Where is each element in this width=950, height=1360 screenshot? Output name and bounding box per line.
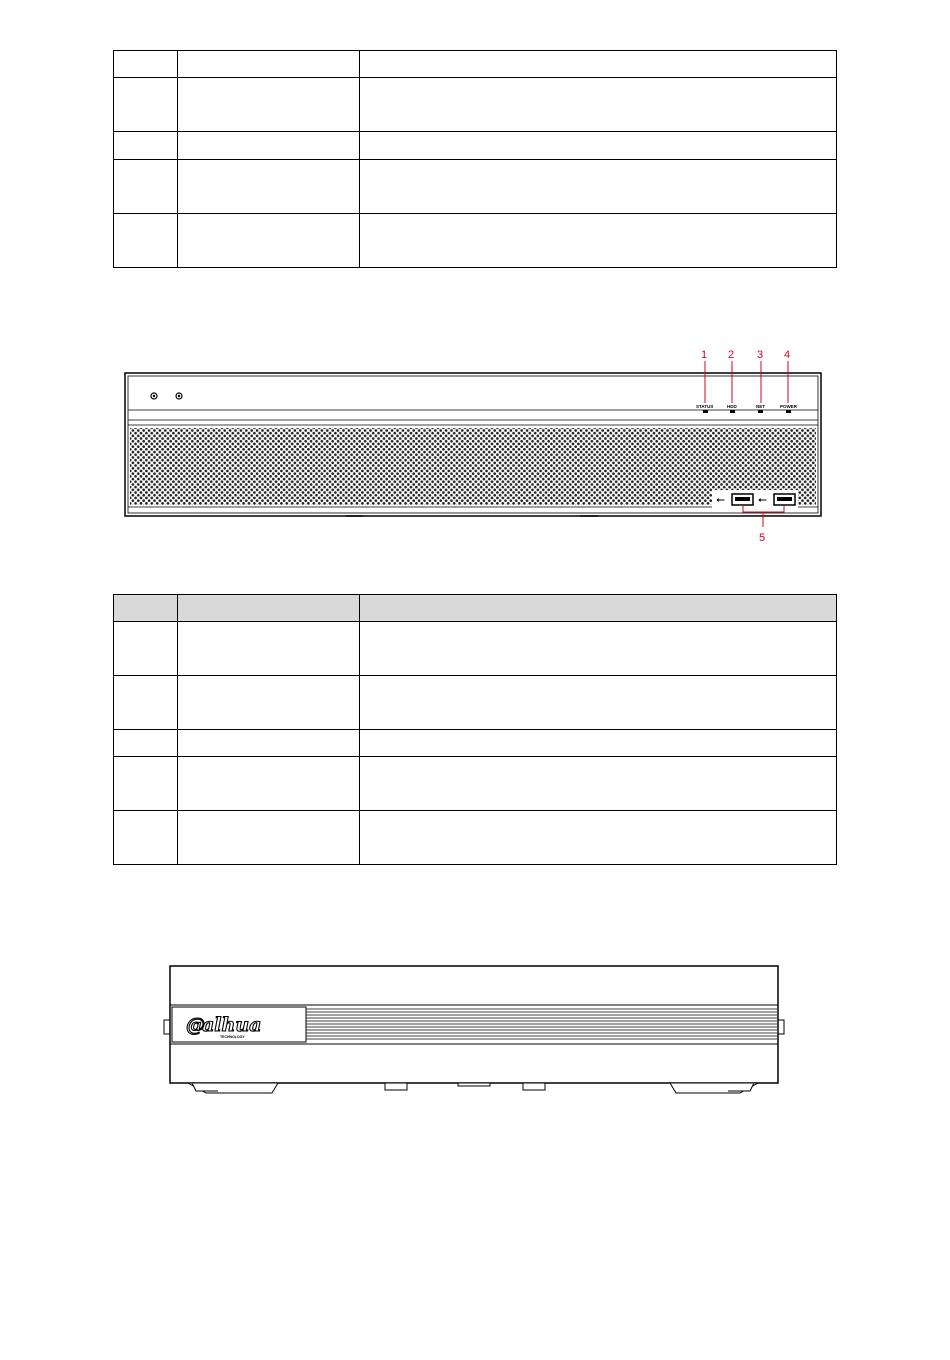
table-cell (360, 622, 837, 676)
table-cell (178, 214, 360, 268)
table-cell (178, 132, 360, 160)
table-header-cell (114, 595, 178, 622)
callout-number: 3 (757, 349, 764, 361)
table-row (114, 676, 837, 730)
table-header-row (114, 595, 837, 622)
table-cell (178, 622, 360, 676)
led-label: HDD (727, 404, 737, 409)
table-cell (360, 676, 837, 730)
table-cell (114, 730, 178, 757)
table-cell (178, 811, 360, 865)
table-cell (178, 730, 360, 757)
table-row (114, 51, 837, 78)
table-cell (360, 51, 837, 78)
table-cell (114, 676, 178, 730)
led-label: POWER (780, 404, 798, 409)
table-header-cell (178, 595, 360, 622)
usb-icon: ⭠ (758, 493, 767, 506)
table-cell (114, 160, 178, 214)
spec-table-2 (113, 594, 837, 865)
table-cell (178, 676, 360, 730)
led-label: STATUS (696, 404, 714, 409)
table-row (114, 214, 837, 268)
front-panel-figure (118, 340, 830, 550)
usb-icon: ⭠ (716, 493, 725, 506)
table-cell (178, 757, 360, 811)
table-row (114, 730, 837, 757)
table-cell (114, 78, 178, 132)
callout-number: 1 (701, 349, 708, 361)
table-row (114, 160, 837, 214)
table-row (114, 811, 837, 865)
spec-table-1 (113, 50, 837, 268)
table-row (114, 757, 837, 811)
table-cell (178, 160, 360, 214)
callout-number: 2 (728, 349, 735, 361)
table-cell (360, 132, 837, 160)
table-cell (114, 811, 178, 865)
table-cell (178, 51, 360, 78)
table-cell (360, 757, 837, 811)
svg-text:alhua: alhua (202, 1014, 262, 1036)
table-cell (360, 730, 837, 757)
callout-number: 5 (759, 532, 766, 544)
table-cell (178, 78, 360, 132)
led-label: NET (756, 404, 765, 409)
table-cell (360, 811, 837, 865)
table-header-cell (360, 595, 837, 622)
table-cell (360, 160, 837, 214)
table-cell (114, 132, 178, 160)
table-row (114, 78, 837, 132)
table-row (114, 622, 837, 676)
table-row (114, 132, 837, 160)
svg-text:TECHNOLOGY: TECHNOLOGY (220, 1035, 245, 1039)
svg-text:@: @ (186, 1014, 205, 1036)
callout-number: 4 (784, 349, 791, 361)
table-cell (114, 51, 178, 78)
front-view-figure (160, 960, 790, 1100)
table-cell (114, 622, 178, 676)
feet (188, 1083, 758, 1093)
table-cell (114, 214, 178, 268)
brand-logo (186, 1014, 261, 1039)
table-cell (114, 757, 178, 811)
table-cell (360, 214, 837, 268)
table-cell (360, 78, 837, 132)
